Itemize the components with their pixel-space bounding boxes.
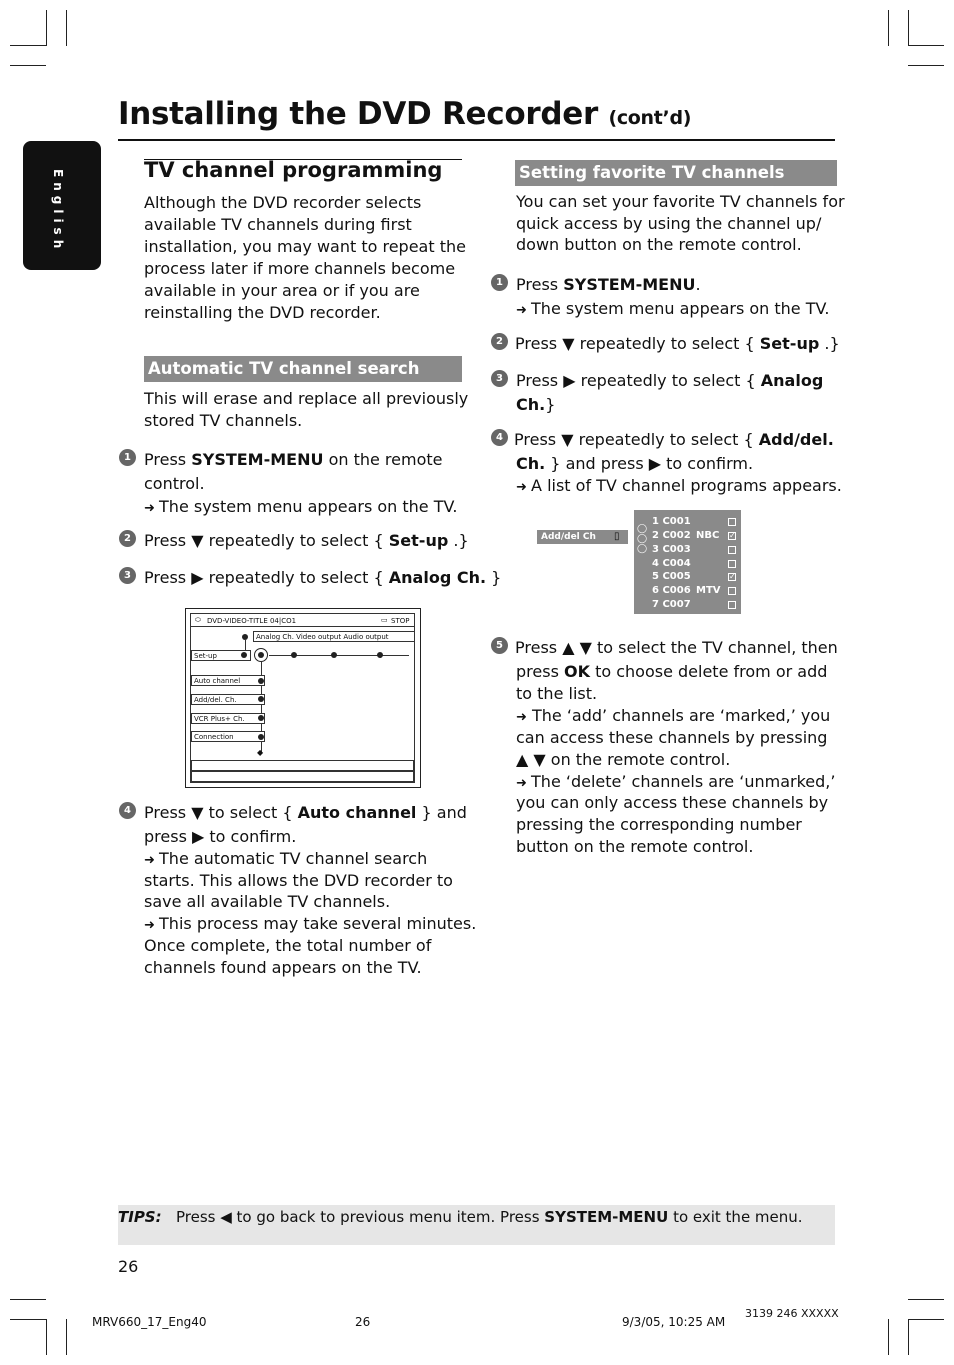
result-text — [516, 298, 829, 322]
up-down-ring-icon: ◯ — [637, 534, 648, 544]
key-name: Set-up — [759, 334, 820, 353]
arrow-icon: ➜ — [144, 918, 160, 933]
menu-screen — [190, 613, 415, 783]
crop-mark — [908, 1319, 909, 1355]
result-text: save all available TV channels. — [144, 892, 391, 911]
channel-name: MTV — [696, 585, 721, 596]
menu-item-connection — [191, 731, 265, 742]
crop-mark — [46, 10, 47, 46]
menu-item-label: Add/del. Ch. — [194, 696, 237, 704]
key-name: Ch. — [516, 395, 546, 414]
result-text: ▲ ▼ on the remote control. — [516, 750, 731, 769]
channel-row: 1 C001 — [652, 516, 691, 527]
crop-mark — [908, 1299, 944, 1300]
tips-text — [176, 1208, 803, 1226]
channel-checkbox: ✓ — [729, 531, 736, 540]
tips-text-part: Press ◀ to go back to previous menu item. Press — [176, 1208, 545, 1226]
status-left: DVD-VIDEO-TITLE 04|CO1 — [207, 617, 297, 625]
channel-row: 5 C005 — [652, 571, 691, 582]
channel-checkbox — [728, 560, 736, 568]
menu-dot — [258, 696, 264, 702]
menu-setup-label: Set-up — [194, 652, 217, 660]
add-del-label: Add/del Ch — [537, 530, 628, 544]
menu-dot — [258, 652, 264, 658]
section-bar-favorites: Setting favorite TV channels — [515, 160, 837, 186]
footer-date: 9/3/05, 10:25 AM — [622, 1315, 726, 1329]
arrow-icon: ➜ — [516, 480, 532, 495]
step-text-part: Press ▼ repeatedly to select { — [144, 531, 389, 550]
footer-file: MRV660_17_Eng40 — [92, 1315, 207, 1329]
key-name: OK — [563, 662, 590, 681]
crop-mark — [66, 1319, 67, 1355]
result-text: pressing the corresponding number — [516, 815, 802, 834]
channel-row: 2 C002 — [652, 530, 691, 541]
menu-dot — [258, 734, 264, 740]
crop-mark — [10, 65, 46, 66]
step-text — [516, 453, 753, 475]
channel-checkbox — [728, 601, 736, 609]
step-text-part: Press ▶ repeatedly to select { — [144, 568, 389, 587]
step-text-part: Press ▼ repeatedly to select { — [514, 430, 759, 449]
step-text: control. — [144, 474, 205, 493]
step-text — [516, 661, 827, 683]
result-text — [144, 848, 427, 872]
page-title-cont: (cont’d) — [608, 107, 692, 129]
crop-mark — [908, 45, 944, 46]
channel-row: 3 C003 — [652, 544, 691, 555]
step-text: to the list. — [516, 684, 598, 703]
key-name: Analog — [760, 371, 824, 390]
setup-menu-diagram — [185, 608, 421, 788]
result-text-part: The automatic TV channel search — [159, 849, 428, 868]
menu-item-add-del — [191, 694, 265, 705]
arrow-icon: ➜ — [516, 776, 532, 791]
crop-mark — [10, 1299, 46, 1300]
result-text: starts. This allows the DVD recorder to — [144, 871, 453, 890]
language-tab — [23, 141, 101, 270]
step-number: 2 — [491, 333, 508, 350]
result-text-part: A list of TV channel programs appears. — [531, 476, 842, 495]
step-number: 4 — [119, 802, 136, 819]
key-name: Auto channel — [297, 803, 417, 822]
tab-labels: Analog Ch. Video output Audio output — [256, 633, 389, 641]
step-text-part: Press — [516, 275, 564, 294]
tips-label: TIPS: — [118, 1208, 162, 1226]
step-text — [515, 333, 840, 355]
tips-text-part: to exit the menu. — [668, 1208, 803, 1226]
intro-line: process later if more channels become — [144, 259, 456, 278]
step-text: Press ▲ ▼ to select the TV channel, then — [515, 638, 838, 657]
menu-dot — [241, 652, 247, 658]
step-text-part: .} — [819, 334, 840, 353]
result-text-part: The ‘delete’ channels are ‘unmarked,’ — [531, 772, 836, 791]
step-text-part: to choose delete from or add — [589, 662, 828, 681]
channel-name: NBC — [696, 530, 720, 541]
footer-page: 26 — [355, 1315, 371, 1329]
arrow-icon: ➜ — [516, 710, 527, 725]
channel-row: 7 C007 — [652, 599, 691, 610]
tab-row — [253, 631, 415, 642]
note-line: stored TV channels. — [144, 411, 303, 430]
crop-mark — [908, 10, 909, 46]
up-down-ring-icon: ◯ — [637, 524, 648, 534]
step-number: 3 — [491, 370, 508, 387]
step-text — [144, 567, 501, 589]
channel-checkbox — [728, 587, 736, 595]
result-text: can access these channels by pressing — [516, 728, 828, 747]
crop-mark — [10, 1319, 46, 1320]
menu-dot — [291, 652, 297, 658]
step-text — [514, 429, 834, 451]
step-text — [516, 370, 823, 392]
crop-mark — [888, 10, 889, 46]
intro-line: available in your area or if you are — [144, 281, 420, 300]
key-name: Set-up — [388, 531, 449, 550]
page-number: 26 — [118, 1257, 139, 1276]
step-text-part: } — [545, 395, 556, 414]
arrow-icon: ➜ — [516, 303, 532, 318]
menu-item-vcr-plus — [191, 713, 265, 724]
bracket-icon: ▯ — [614, 531, 620, 542]
result-text — [144, 913, 476, 937]
step-number: 2 — [119, 530, 136, 547]
step-number: 1 — [491, 274, 508, 291]
down-arrow-icon: ◆ — [257, 748, 264, 757]
step-text-part: } and — [416, 803, 467, 822]
intro-line: You can set your favorite TV channels for — [516, 192, 845, 211]
arrow-icon: ➜ — [144, 501, 160, 516]
channel-checkbox: ✓ — [729, 572, 736, 581]
arrow-icon: ➜ — [144, 853, 160, 868]
crop-mark — [908, 65, 944, 66]
channel-checkbox — [728, 518, 736, 526]
channel-row: 6 C006 — [652, 585, 691, 596]
intro-line: available TV channels during first — [144, 215, 412, 234]
menu-line — [269, 655, 409, 656]
footer-code: 3139 246 XXXXX — [745, 1307, 839, 1320]
result-text-part: This process may take several minutes. — [159, 914, 477, 933]
step-text — [144, 449, 443, 471]
step-text-part: Press ▶ repeatedly to select { — [516, 371, 761, 390]
section-bar-auto-search: Automatic TV channel search — [144, 356, 462, 382]
status-divider — [191, 626, 414, 627]
menu-dot — [258, 678, 264, 684]
channel-list — [634, 510, 741, 614]
crop-mark — [908, 1319, 944, 1320]
menu-item-label: VCR Plus+ Ch. — [194, 715, 245, 723]
step-text-part: Press ▼ to select { — [144, 803, 298, 822]
step-number: 1 — [119, 449, 136, 466]
menu-dot — [377, 652, 383, 658]
result-text — [144, 496, 457, 520]
result-text-part: The system menu appears on the TV. — [159, 497, 458, 516]
section-heading: TV channel programming — [144, 158, 443, 182]
menu-line — [245, 640, 246, 650]
step-text-part: Press ▼ repeatedly to select { — [515, 334, 760, 353]
step-text-part: . — [695, 275, 701, 294]
result-text — [516, 475, 842, 499]
result-text: you can only access these channels by — [516, 793, 829, 812]
step-text-part: .} — [448, 531, 469, 550]
intro-line: Although the DVD recorder selects — [144, 193, 422, 212]
menu-item-auto-channel — [191, 675, 265, 686]
key-name: SYSTEM-MENU — [544, 1208, 669, 1226]
intro-line: quick access by using the channel up/ — [516, 214, 822, 233]
status-right: STOP — [391, 617, 410, 625]
step-text-part: on the remote — [323, 450, 443, 469]
step-number: 3 — [119, 567, 136, 584]
title-rule — [118, 139, 835, 141]
note-line: This will erase and replace all previously — [144, 389, 469, 408]
intro-line: down button on the remote control. — [516, 235, 802, 254]
step-text — [144, 530, 469, 552]
menu-dot — [258, 715, 264, 721]
step-number: 5 — [491, 637, 508, 654]
intro-line: installation, you may want to repeat the — [144, 237, 466, 256]
disc-icon: ⬭ — [195, 616, 201, 624]
page-title — [118, 96, 691, 132]
step-text — [516, 394, 555, 416]
tips-box — [118, 1205, 835, 1245]
result-text-part: The ‘add’ channels are ‘marked,’ you — [526, 706, 831, 725]
crop-mark — [66, 10, 67, 46]
menu-item-label: Connection — [194, 733, 234, 741]
crop-mark — [46, 1319, 47, 1355]
channel-checkbox — [728, 546, 736, 554]
result-text — [516, 705, 830, 729]
result-text-part: The system menu appears on the TV. — [531, 299, 830, 318]
step-text-part: } and press ▶ to confirm. — [545, 454, 754, 473]
menu-item-label: Auto channel — [194, 677, 241, 685]
key-name: Add/del. — [758, 430, 834, 449]
result-text: Once complete, the total number of — [144, 936, 432, 955]
step-text-part: press — [516, 662, 564, 681]
menu-info-bar — [191, 771, 414, 782]
step-text: press ▶ to confirm. — [144, 827, 297, 846]
channel-row: 4 C004 — [652, 558, 691, 569]
menu-dot — [331, 652, 337, 658]
key-name: SYSTEM-MENU — [563, 275, 696, 294]
menu-info-bar — [191, 760, 414, 771]
intro-line: reinstalling the DVD recorder. — [144, 303, 381, 322]
result-text: button on the remote control. — [516, 837, 754, 856]
step-text-part: Press — [144, 450, 192, 469]
result-text: channels found appears on the TV. — [144, 958, 422, 977]
step-text — [144, 802, 467, 824]
crop-mark — [888, 1319, 889, 1355]
language-tab-label: English — [51, 169, 65, 254]
step-number: 4 — [491, 429, 508, 446]
key-name: SYSTEM-MENU — [191, 450, 324, 469]
step-text — [516, 274, 701, 296]
page-title-text: Installing the DVD Recorder — [118, 96, 598, 132]
screen-icon: ▭ — [381, 616, 388, 624]
key-name: Ch. — [516, 454, 546, 473]
crop-mark — [10, 45, 46, 46]
key-name: Analog Ch. — [388, 568, 487, 587]
step-text-part: } — [486, 568, 502, 587]
up-down-ring-icon: ◯ — [637, 544, 648, 554]
